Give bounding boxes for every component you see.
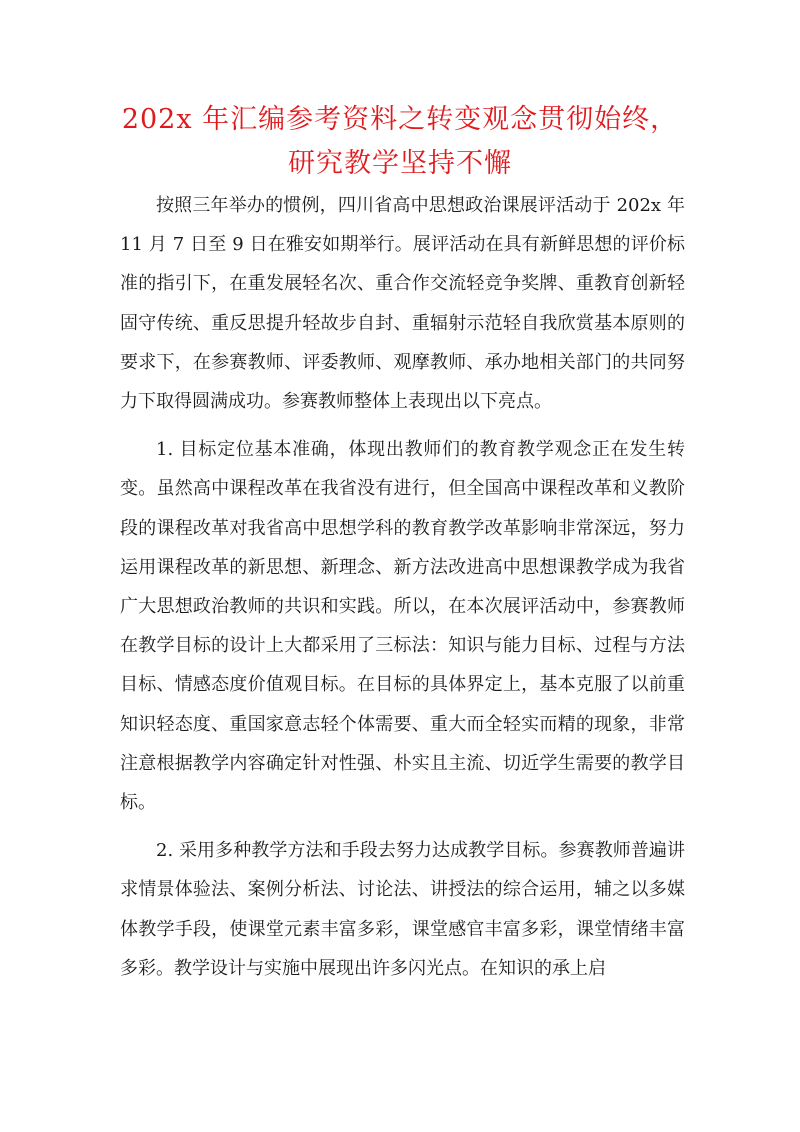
document-title-line-2: 研究教学坚持不懈 <box>288 148 512 179</box>
paragraph-point-2: 2. 采用多种教学方法和手段去努力达成教学目标。参赛教师普遍讲求情景体验法、案例分析法、讨论法、讲授法的综合运用，辅之以多媒体教学手段，使课堂元素丰富多彩，课堂感官丰富多彩，课堂情绪丰富多彩。教学设计与实施中展现出许多闪光点。在知识的承上启 <box>120 840 685 979</box>
paragraph-intro: 按照三年举办的惯例，四川省高中思想政治课展评活动于 202x 年 11 月 7 日至 9 日在雅安如期举行。展评活动在具有新鲜思想的评价标准的指引下，在重发展轻名次、重合作交流轻竞争奖牌、重教育创新轻固守传统、重反思提升轻故步自封、重辐射示范轻自我欣赏基本原则的要求下，在参赛教师、评委教师、观摩教师、承办地相关部门的共同努力下取得圆满成功。参赛教师整体上表现出以下亮点。 <box>120 195 685 413</box>
document-title-line-1: 202x 年汇编参考资料之转变观念贯彻始终， <box>121 104 679 135</box>
paragraph-point-1: 1. 目标定位基本准确，体现出教师们的教育教学观念正在发生转变。虽然高中课程改革在我省没有进行，但全国高中课程改革和义教阶段的课程改革对我省高中思想学科的教育教学改革影响非常深远，努力运用课程改革的新思想、新理念、新方法改进高中思想课教学成为我省广大思想政治教师的共识和实践。所以，在本次展评活动中，参赛教师在教学目标的设计上大都采用了三标法：知识与能力目标、过程与方法目标、情感态度价值观目标。在目标的具体界定上，基本克服了以前重知识轻态度、重国家意志轻个体需要、重大而全轻实而精的现象，非常注意根据教学内容确定针对性强、朴实且主流、切近学生需要的教学目标。 <box>120 439 685 814</box>
document-body <box>120 186 685 997</box>
